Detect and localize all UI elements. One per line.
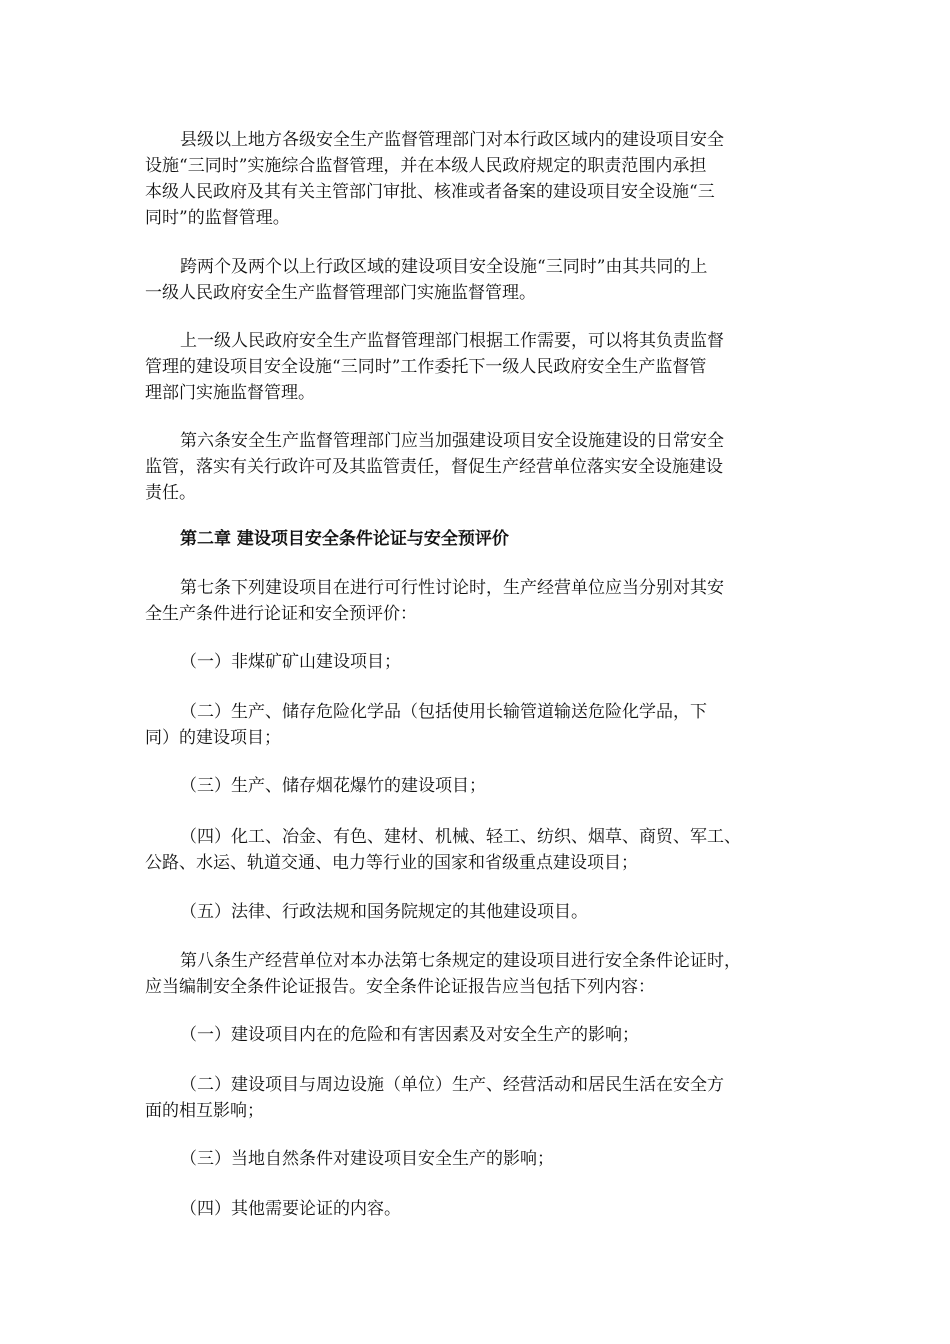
text-line: （二）建设项目与周边设施（单位）生产、经营活动和居民生活在安全方 [180, 1075, 724, 1095]
paragraph-article-8 [145, 948, 815, 1000]
text-line: 同）的建设项目； [145, 728, 281, 748]
list-item [145, 1022, 815, 1048]
text-line: 跨两个及两个以上行政区域的建设项目安全设施“三同时”由其共同的上 [180, 257, 708, 277]
text-line: （四）化工、冶金、有色、建材、机械、轻工、纺织、烟草、商贸、军工、 [180, 827, 741, 847]
paragraph-delegation [145, 328, 815, 406]
chapter-title: 第二章 建设项目安全条件论证与安全预评价 [180, 529, 509, 549]
text-line: （四）其他需要论证的内容。 [180, 1199, 401, 1219]
text-line: 面的相互影响； [145, 1101, 264, 1121]
text-line: （一）非煤矿矿山建设项目； [180, 652, 401, 672]
text-line: 本级人民政府及其有关主管部门审批、核准或者备案的建设项目安全设施“三 [145, 182, 715, 202]
list-item [145, 1072, 815, 1124]
text-line: 理部门实施监督管理。 [145, 383, 315, 403]
list-item [145, 824, 815, 876]
text-line: 管理的建设项目安全设施“三同时”工作委托下一级人民政府安全生产监督管 [145, 357, 707, 377]
text-line: 设施“三同时”实施综合监督管理，并在本级人民政府规定的职责范围内承担 [145, 156, 707, 176]
text-line: （一）建设项目内在的危险和有害因素及对安全生产的影响； [180, 1025, 639, 1045]
list-item [145, 649, 815, 675]
paragraph-cross-region [145, 254, 815, 306]
text-line: （三）当地自然条件对建设项目安全生产的影响； [180, 1149, 554, 1169]
list-item [145, 1196, 815, 1222]
text-line: 全生产条件进行论证和安全预评价： [145, 604, 417, 624]
text-line: 第七条下列建设项目在进行可行性讨论时，生产经营单位应当分别对其安 [180, 578, 724, 598]
list-item [145, 699, 815, 751]
list-item [145, 773, 815, 799]
text-line: 责任。 [145, 483, 196, 503]
text-line: 同时”的监督管理。 [145, 208, 290, 228]
paragraph-article-6 [145, 428, 815, 506]
text-line: 应当编制安全条件论证报告。安全条件论证报告应当包括下列内容： [145, 977, 655, 997]
text-line: 上一级人民政府安全生产监督管理部门根据工作需要，可以将其负责监督 [180, 331, 724, 351]
paragraph-article-7 [145, 575, 815, 627]
text-line: （二）生产、储存危险化学品（包括使用长输管道输送危险化学品，下 [180, 702, 707, 722]
list-item [145, 899, 815, 925]
text-line: 县级以上地方各级安全生产监督管理部门对本行政区域内的建设项目安全 [180, 130, 724, 150]
list-item [145, 1146, 815, 1172]
text-line: 第八条生产经营单位对本办法第七条规定的建设项目进行安全条件论证时， [180, 951, 741, 971]
text-line: 一级人民政府安全生产监督管理部门实施监督管理。 [145, 283, 536, 303]
paragraph-county-supervision [145, 127, 815, 231]
text-line: 公路、水运、轨道交通、电力等行业的国家和省级重点建设项目； [145, 853, 638, 873]
text-line: （三）生产、储存烟花爆竹的建设项目； [180, 776, 486, 796]
chapter-heading [145, 526, 815, 552]
text-line: 第六条安全生产监督管理部门应当加强建设项目安全设施建设的日常安全 [180, 431, 724, 451]
text-line: 监管，落实有关行政许可及其监管责任，督促生产经营单位落实安全设施建设 [145, 457, 723, 477]
text-line: （五）法律、行政法规和国务院规定的其他建设项目。 [180, 902, 588, 922]
